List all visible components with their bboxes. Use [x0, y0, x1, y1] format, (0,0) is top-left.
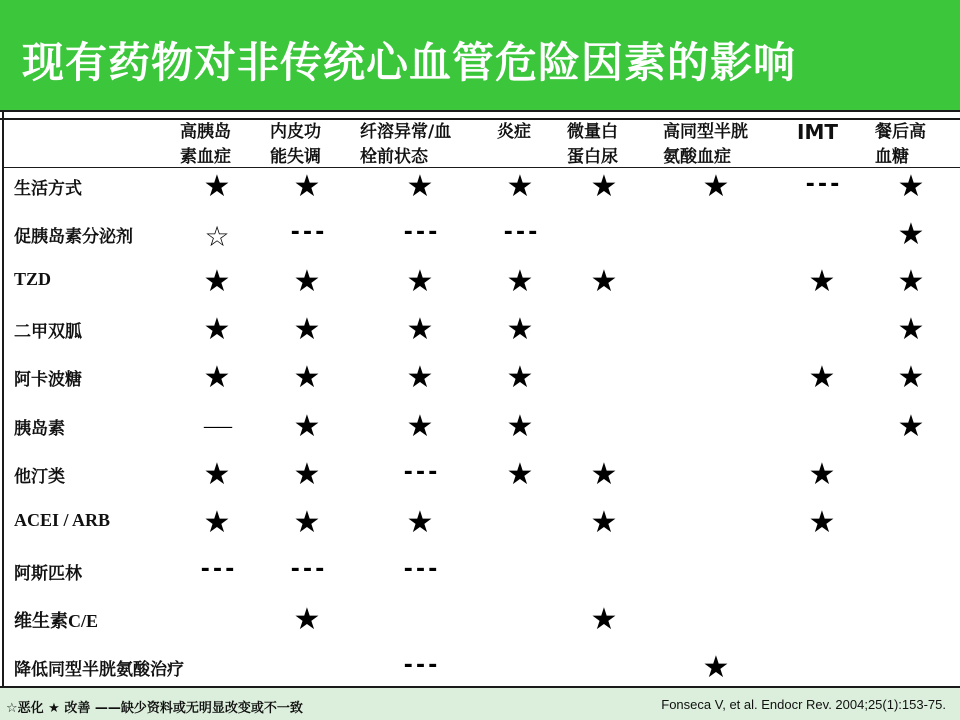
improve-star: ★ — [293, 505, 321, 540]
improve-star: ★ — [406, 360, 434, 395]
improve-star: ★ — [406, 264, 434, 299]
improve-star: ★ — [293, 169, 321, 204]
column-header-line1: 微量白 — [567, 122, 618, 142]
column-header-line2: 血糖 — [875, 147, 909, 167]
worsen-star: ☆ — [204, 220, 230, 253]
improve-star: ★ — [808, 457, 836, 492]
improve-star: ★ — [506, 169, 534, 204]
column-header-7 — [797, 120, 838, 145]
no-data-dash: --- — [198, 557, 236, 582]
improve-star: ★ — [702, 169, 730, 204]
improve-star: ★ — [203, 169, 231, 204]
row-label: 生活方式 — [14, 179, 82, 199]
row-label: ACEI / ARB — [14, 510, 111, 530]
improve-star: ★ — [590, 505, 618, 540]
no-data-dash: --- — [401, 653, 439, 678]
column-header-line2: 栓前状态 — [360, 147, 428, 167]
improve-star: ★ — [293, 409, 321, 444]
improve-star: ★ — [293, 360, 321, 395]
column-header-5 — [567, 120, 618, 170]
improve-star: ★ — [897, 264, 925, 299]
improve-star: ★ — [203, 505, 231, 540]
improve-star: ★ — [203, 360, 231, 395]
no-data-dash: --- — [401, 460, 439, 485]
column-header-line1: 餐后高 — [875, 122, 926, 142]
improve-star: ★ — [590, 602, 618, 637]
row-label: TZD — [14, 269, 52, 289]
improve-star: ★ — [406, 312, 434, 347]
column-header-6 — [663, 120, 748, 170]
improve-star: ★ — [590, 457, 618, 492]
row-label: 胰岛素 — [14, 419, 65, 439]
improve-star: ★ — [897, 409, 925, 444]
row-label: 二甲双胍 — [14, 322, 82, 342]
improve-star: ★ — [897, 360, 925, 395]
improve-star: ★ — [203, 264, 231, 299]
title-bar — [0, 0, 960, 112]
improve-star: ★ — [203, 457, 231, 492]
row-label: 他汀类 — [14, 467, 65, 487]
table-left-border — [2, 112, 4, 688]
improve-star: ★ — [293, 602, 321, 637]
improve-star: ★ — [808, 264, 836, 299]
improve-star: ★ — [293, 312, 321, 347]
improve-star: ★ — [590, 264, 618, 299]
improve-star: ★ — [293, 457, 321, 492]
row-label: 阿卡波糖 — [14, 370, 82, 390]
row-label: 促胰岛素分泌剂 — [14, 227, 133, 247]
row-label: 维生素C/E — [14, 611, 99, 631]
improve-star: ★ — [897, 169, 925, 204]
no-data-dash: --- — [501, 220, 539, 245]
no-data-dash: --- — [401, 220, 439, 245]
improve-star: ★ — [506, 409, 534, 444]
row-label: 降低同型半胱氨酸治疗 — [14, 660, 184, 680]
no-data-dash: --- — [288, 220, 326, 245]
column-header-line1: 炎症 — [497, 122, 531, 142]
improve-star: ★ — [406, 409, 434, 444]
improve-star: ★ — [406, 505, 434, 540]
column-header-line2: 蛋白尿 — [567, 147, 618, 167]
improve-star: ★ — [897, 312, 925, 347]
column-header-8 — [875, 120, 926, 170]
improve-star: ★ — [590, 169, 618, 204]
improve-star: ★ — [897, 217, 925, 252]
citation: Fonseca V, et al. Endocr Rev. 2004;25(1):153-75. — [661, 697, 946, 712]
improve-star: ★ — [506, 264, 534, 299]
column-header-line1: 内皮功 — [270, 122, 321, 142]
column-header-1 — [180, 120, 231, 170]
improve-star: ★ — [808, 360, 836, 395]
column-header-line2: 素血症 — [180, 147, 231, 167]
no-data-line: —— — [203, 417, 231, 436]
improve-star: ★ — [506, 457, 534, 492]
improve-star: ★ — [506, 312, 534, 347]
column-header-line1: 高胰岛 — [180, 122, 231, 142]
page-title: 现有药物对非传统心血管危险因素的影响 — [22, 38, 797, 87]
improve-star: ★ — [702, 650, 730, 685]
row-label: 阿斯匹林 — [14, 564, 82, 584]
improve-star: ★ — [808, 505, 836, 540]
column-header-line1: IMT — [797, 120, 838, 144]
column-header-line1: 纤溶异常/血 — [360, 122, 452, 142]
no-data-dash: --- — [288, 557, 326, 582]
improve-star: ★ — [506, 360, 534, 395]
header-rule — [4, 167, 960, 168]
column-header-line1: 高同型半胱 — [663, 122, 748, 142]
no-data-dash: --- — [803, 172, 841, 197]
legend: ☆恶化 ★ 改善 ——缺少资料或无明显改变或不一致 — [6, 701, 303, 716]
improve-star: ★ — [406, 169, 434, 204]
improve-star: ★ — [293, 264, 321, 299]
no-data-dash: --- — [401, 557, 439, 582]
column-header-3 — [360, 120, 451, 170]
column-header-2 — [270, 120, 321, 170]
column-header-line2: 氨酸血症 — [663, 147, 731, 167]
improve-star: ★ — [203, 312, 231, 347]
column-header-4 — [497, 120, 531, 145]
column-header-line2: 能失调 — [270, 147, 321, 167]
